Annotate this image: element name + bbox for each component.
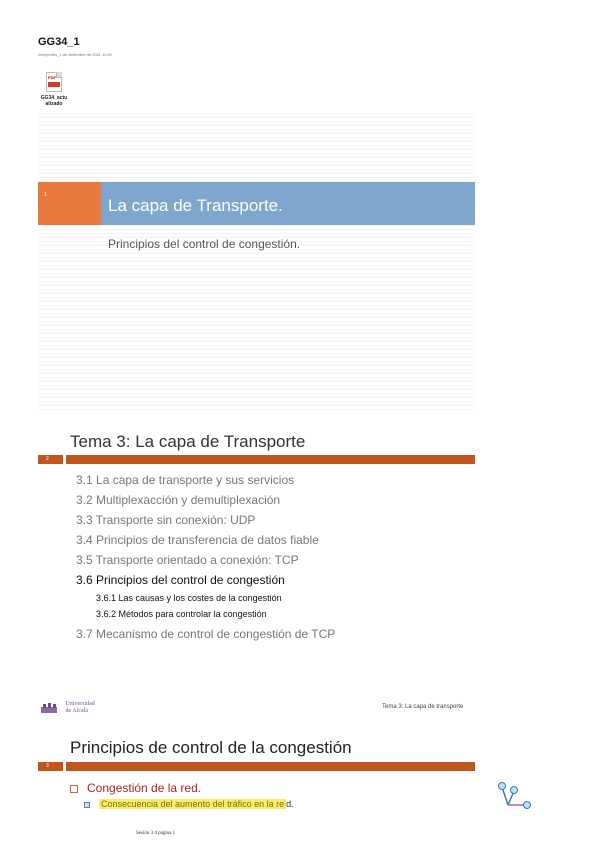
toc-item: 3.5 Transporte orientado a conexión: TCP (76, 553, 299, 567)
pdf-attachment[interactable] (36, 72, 72, 107)
toc-subitem: 3.6.1 Las causas y los costes de la congestión (96, 593, 282, 603)
slide-footer-text: Tema 3: La capa de transporte (382, 704, 464, 710)
toc-subitem: 3.6.2 Métodos para controlar la congestión (96, 609, 267, 619)
slide-title: Tema 3: La capa de Transporte (70, 432, 306, 451)
toc-item: 3.2 Multiplexacción y demultiplexación (76, 493, 281, 507)
logo-text-line2: de Alcalá (65, 707, 88, 714)
sub-bullet-item (84, 799, 294, 809)
slide-title: La capa de Transporte. (108, 196, 283, 215)
document-title: GG34_1 (38, 36, 80, 48)
square-bullet-icon (84, 802, 90, 808)
network-diagram-icon (494, 781, 534, 811)
slide-number-box (38, 762, 63, 771)
toc-item: 3.3 Transporte sin conexión: UDP (76, 513, 256, 527)
title-rule (66, 455, 475, 464)
bullet-item (70, 781, 201, 795)
slide-number: 2 (46, 456, 49, 462)
toc-item: 3.4 Principios de transferencia de datos fiable (76, 533, 319, 547)
university-logo (40, 699, 95, 717)
slide-number: 3 (46, 763, 49, 769)
slide-title: Principios de control de la congestión (70, 738, 352, 757)
title-rule (66, 762, 475, 771)
slide-number-box (38, 182, 101, 225)
slide-1 (38, 110, 475, 410)
university-crest-icon (40, 702, 58, 714)
highlighted-text: Consecuencia del aumento del tráfico en la re (101, 799, 285, 809)
page-footer: Sesión 3.4 página 1 (136, 831, 176, 836)
toc-item: 3.1 La capa de transporte y sus servicios (76, 473, 295, 487)
toc-item-active: 3.6 Principios del control de congestión (76, 573, 285, 587)
toc-item: 3.7 Mecanismo de control de congestión de TCP (76, 627, 336, 641)
bullet-text: Congestión de la red. (87, 781, 202, 795)
slide-subtitle: Principios del control de congestión. (108, 237, 301, 251)
document-timestamp: Intérpretes_1 de diciembre de 2011 11:09 (38, 52, 112, 57)
logo-text-line1: Universidad (65, 700, 95, 707)
square-bullet-icon (70, 785, 78, 793)
pdf-file-icon: PDF (46, 72, 62, 92)
slide-number: 1 (44, 192, 47, 198)
bullet-text: d. (286, 799, 294, 809)
slide-number-box (38, 455, 63, 464)
attachment-label: GG34_actu alizado (40, 95, 68, 107)
